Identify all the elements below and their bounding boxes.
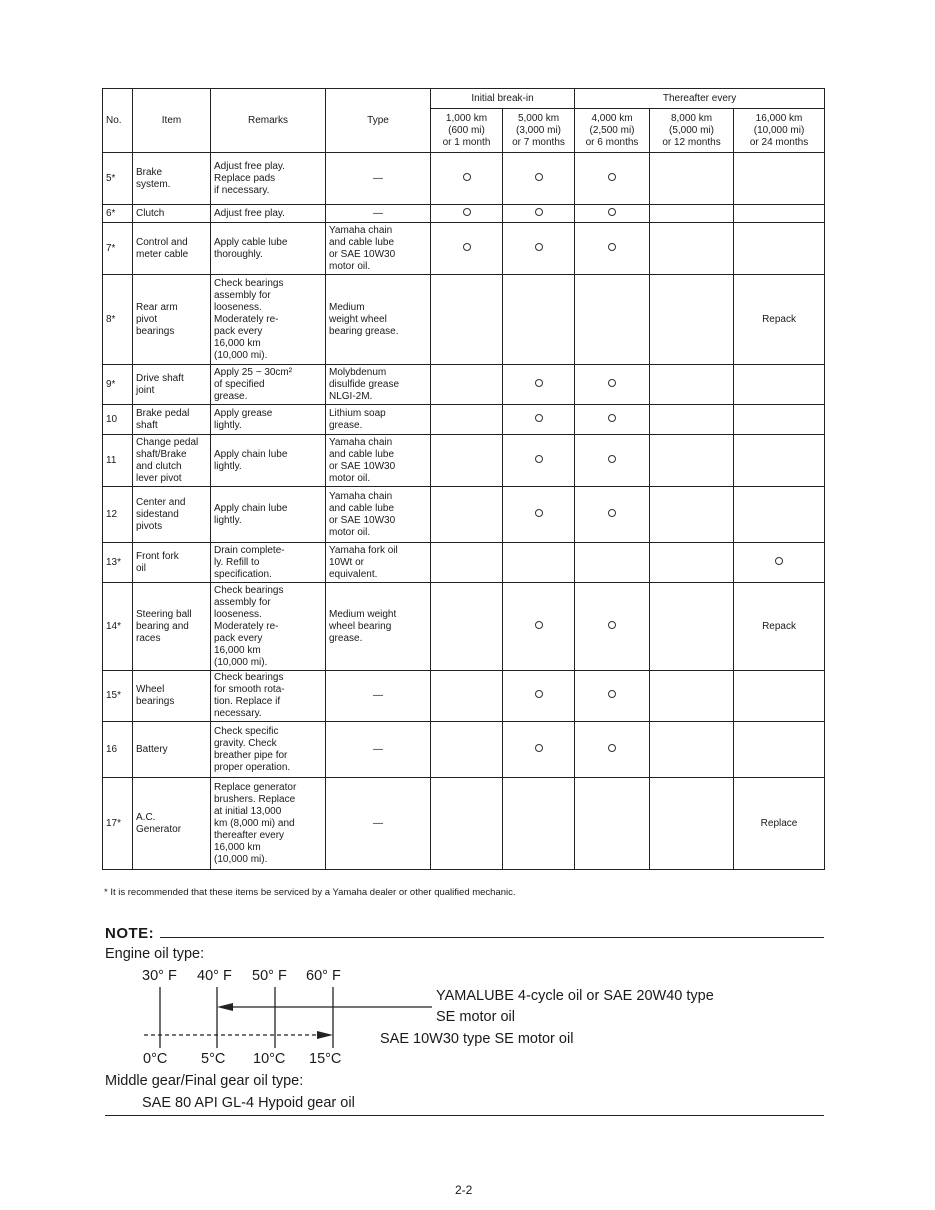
- gear-oil-label: Middle gear/Final gear oil type:: [105, 1073, 304, 1089]
- row-item: Front fork oil: [133, 543, 211, 583]
- fahrenheit-50: 50° F: [252, 968, 287, 984]
- row-remarks: Apply 25 ~ 30cm² of specified grease.: [211, 365, 326, 405]
- row-item: Rear arm pivot bearings: [133, 275, 211, 365]
- row-remarks: Apply cable lube thoroughly.: [211, 223, 326, 275]
- row-type: —: [326, 153, 431, 205]
- engine-oil-label: Engine oil type:: [105, 946, 205, 962]
- row-remarks: Check bearings for smooth rota- tion. Replace if necessary.: [211, 671, 326, 722]
- row-number: 10: [103, 405, 133, 435]
- row-number: 6*: [103, 205, 133, 223]
- row-remarks: Adjust free play. Replace pads if necessary.: [211, 153, 326, 205]
- celsius-10: 10°C: [253, 1051, 286, 1067]
- row-type: Yamaha chain and cable lube or SAE 10W30 motor oil.: [326, 487, 431, 543]
- row-remarks: Apply chain lube lightly.: [211, 487, 326, 543]
- row-type: —: [326, 722, 431, 778]
- fahrenheit-30: 30° F: [142, 968, 177, 984]
- row-type: Molybdenum disulfide grease NLGI-2M.: [326, 365, 431, 405]
- row-number: 5*: [103, 153, 133, 205]
- header-interval-2: 4,000 km (2,500 mi) or 6 months: [575, 109, 650, 153]
- row-number: 9*: [103, 365, 133, 405]
- row-number: 8*: [103, 275, 133, 365]
- header-remarks: Remarks: [211, 89, 326, 153]
- row-remarks: Adjust free play.: [211, 205, 326, 223]
- row-remarks: Check bearings assembly for looseness. Moderately re- pack every 16,000 km (10,000 mi).: [211, 275, 326, 365]
- row-type: Yamaha fork oil 10Wt or equivalent.: [326, 543, 431, 583]
- row-item: Battery: [133, 722, 211, 778]
- row-remarks: Drain complete- ly. Refill to specification.: [211, 543, 326, 583]
- row-type: —: [326, 778, 431, 870]
- bottom-divider: [105, 1115, 824, 1116]
- row-remarks: Check specific gravity. Check breather pipe for proper operation.: [211, 722, 326, 778]
- header-thereafter-every: Thereafter every: [575, 89, 825, 109]
- arrow-left-icon: [217, 1003, 233, 1011]
- row-number: 14*: [103, 583, 133, 671]
- header-initial-break-in: Initial break-in: [431, 89, 575, 109]
- row-number: 15*: [103, 671, 133, 722]
- row-item: Brake pedal shaft: [133, 405, 211, 435]
- row-type: —: [326, 671, 431, 722]
- header-interval-1: 5,000 km (3,000 mi) or 7 months: [503, 109, 575, 153]
- fahrenheit-40: 40° F: [197, 968, 232, 984]
- page-number: 2-2: [455, 1183, 473, 1197]
- header-no: No.: [103, 89, 133, 153]
- row-item: Control and meter cable: [133, 223, 211, 275]
- row-remarks: Apply grease lightly.: [211, 405, 326, 435]
- celsius-15: 15°C: [309, 1051, 342, 1067]
- row-item: A.C. Generator: [133, 778, 211, 870]
- schedule-cell-4: Repack: [734, 275, 825, 365]
- row-number: 17*: [103, 778, 133, 870]
- schedule-cell-4: Replace: [734, 778, 825, 870]
- row-item: Steering ball bearing and races: [133, 583, 211, 671]
- oil-type-line3: SAE 10W30 type SE motor oil: [380, 1031, 574, 1047]
- row-item: Clutch: [133, 205, 211, 223]
- row-type: —: [326, 205, 431, 223]
- row-item: Brake system.: [133, 153, 211, 205]
- header-interval-3: 8,000 km (5,000 mi) or 12 months: [650, 109, 734, 153]
- row-number: 16: [103, 722, 133, 778]
- header-interval-4: 16,000 km (10,000 mi) or 24 months: [734, 109, 825, 153]
- row-item: Change pedal shaft/Brake and clutch lever pivot: [133, 435, 211, 487]
- celsius-0: 0°C: [143, 1051, 168, 1067]
- row-type: Lithium soap grease.: [326, 405, 431, 435]
- header-interval-0: 1,000 km (600 mi) or 1 month: [431, 109, 503, 153]
- row-number: 11: [103, 435, 133, 487]
- gear-oil-value: SAE 80 API GL-4 Hypoid gear oil: [142, 1095, 355, 1111]
- row-remarks: Check bearings assembly for looseness. Moderately re- pack every 16,000 km (10,000 mi).: [211, 583, 326, 671]
- oil-type-line1: YAMALUBE 4-cycle oil or SAE 20W40 type: [436, 988, 714, 1004]
- footnote: * It is recommended that these items be serviced by a Yamaha dealer or other qualified mechanic.: [104, 887, 516, 898]
- row-item: Center and sidestand pivots: [133, 487, 211, 543]
- row-number: 12: [103, 487, 133, 543]
- row-item: Wheel bearings: [133, 671, 211, 722]
- header-type: Type: [326, 89, 431, 153]
- row-number: 13*: [103, 543, 133, 583]
- oil-type-line2: SE motor oil: [436, 1009, 515, 1025]
- row-item: Drive shaft joint: [133, 365, 211, 405]
- row-type: Medium weight wheel bearing grease.: [326, 275, 431, 365]
- fahrenheit-60: 60° F: [306, 968, 341, 984]
- row-remarks: Apply chain lube lightly.: [211, 435, 326, 487]
- header-item: Item: [133, 89, 211, 153]
- celsius-5: 5°C: [201, 1051, 226, 1067]
- schedule-cell-4: Repack: [734, 583, 825, 671]
- note-title: NOTE:: [105, 925, 155, 942]
- arrow-right-icon: [317, 1031, 333, 1039]
- row-number: 7*: [103, 223, 133, 275]
- row-type: Yamaha chain and cable lube or SAE 10W30 motor oil.: [326, 223, 431, 275]
- row-type: Yamaha chain and cable lube or SAE 10W30 motor oil.: [326, 435, 431, 487]
- row-type: Medium weight wheel bearing grease.: [326, 583, 431, 671]
- row-remarks: Replace generator brushers. Replace at initial 13,000 km (8,000 mi) and thereafter every 16,000 km (10,000 mi).: [211, 778, 326, 870]
